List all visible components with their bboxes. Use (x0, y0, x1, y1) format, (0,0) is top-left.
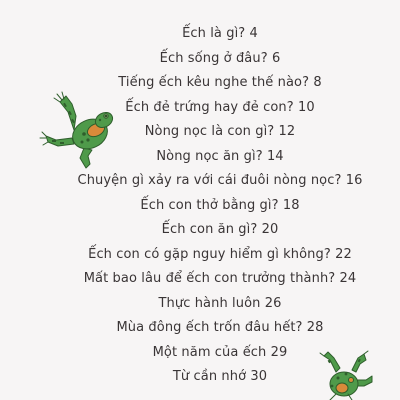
toc-entry-title: Một năm của ếch (152, 344, 267, 360)
toc-entry-title: Ếch con thở bằng gì? (140, 197, 279, 213)
toc-entry-title: Ếch đẻ trứng hay đẻ con? (125, 99, 294, 115)
toc-entry-page: 28 (306, 320, 324, 335)
toc-entry (60, 319, 380, 337)
toc-entry (60, 270, 380, 288)
toc-entry-title: Ếch con có gặp nguy hiểm gì không? (88, 246, 331, 262)
toc-entry-title: Ếch là gì? (182, 26, 246, 41)
toc-entry-page: 20 (261, 222, 279, 237)
toc-entry-page: 22 (335, 246, 352, 262)
toc-entry-page: 24 (339, 271, 357, 286)
toc-entry (60, 246, 380, 264)
toc-entry-title: Nòng nọc là con gì? (144, 124, 275, 139)
toc-entry-title: Ếch con ăn gì? (161, 222, 258, 237)
toc-entry-title: Tiếng ếch kêu nghe thế nào? (118, 75, 310, 90)
toc-entry-title: Chuyện gì xảy ra với cái đuôi nòng nọc? (77, 173, 342, 188)
toc-entry-page: 16 (345, 173, 363, 188)
toc-entry (60, 50, 380, 68)
toc-entry-page: 29 (270, 344, 288, 360)
toc-entry-title: Mùa đông ếch trốn đâu hết? (116, 320, 303, 335)
toc-entry-title: Ếch sống ở đâu? (159, 50, 268, 66)
toc-entry-page: 14 (266, 148, 284, 164)
toc-entry-title: Nòng nọc ăn gì? (156, 148, 263, 164)
toc-entry-page: 26 (264, 295, 282, 311)
toc-entry-page: 4 (249, 26, 258, 41)
frog-illustration-right-icon (318, 350, 374, 400)
toc-entry-page: 18 (282, 197, 300, 213)
toc-entry (60, 221, 380, 239)
toc-entry-title: Thực hành luôn (158, 295, 261, 311)
toc-entry-page: 30 (250, 369, 268, 384)
toc-entry-page: 6 (271, 50, 281, 66)
toc-entry-title: Mất bao lâu để ếch con trưởng thành? (83, 271, 336, 286)
toc-entry (60, 25, 380, 43)
toc-entry (60, 172, 380, 190)
toc-entry-page: 8 (313, 75, 322, 90)
toc-entry-page: 10 (297, 99, 315, 115)
toc-entry-page: 12 (278, 124, 296, 139)
toc-entry-title: Từ cần nhớ (172, 369, 247, 384)
toc-entry (60, 197, 380, 215)
toc-entry (60, 295, 380, 313)
frog-illustration-left-icon (38, 90, 116, 170)
